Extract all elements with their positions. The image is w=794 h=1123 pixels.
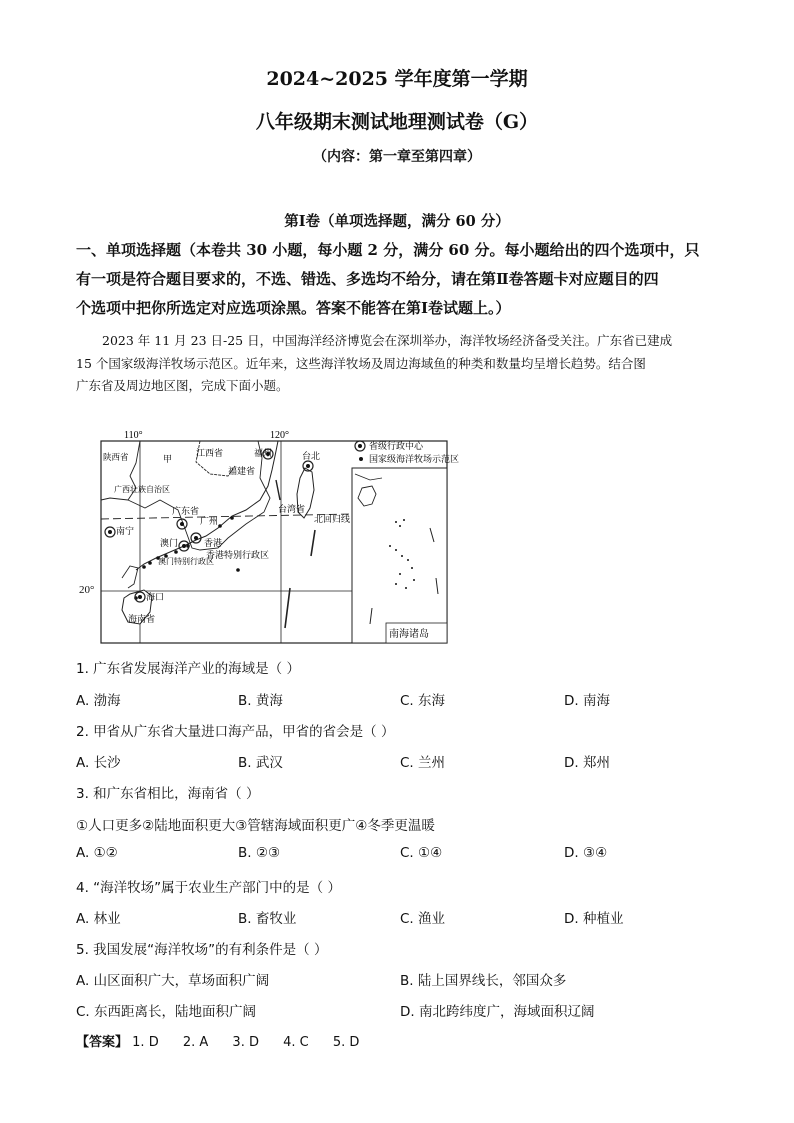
map-label: 海南省 [128, 614, 156, 624]
map-label: 澳门 [160, 538, 179, 548]
lat-20-label: 20° [79, 584, 95, 596]
answer-item: 1. D [132, 1035, 159, 1050]
option-3b: B. ②③ [238, 845, 281, 861]
map-label: 澳门特别行政区 [158, 557, 214, 566]
map-label: 广西壮族自治区 [114, 485, 170, 494]
option-5c: C. 东西距离长，陆地面积广阔 [76, 1004, 257, 1020]
map-label: 福州 [254, 448, 273, 458]
option-4b: B. 畜牧业 [238, 911, 297, 927]
instruction-line: 有一项是符合题目要求的，不选、错选、多选均不给分，请在第Ⅱ卷答题卡对应题目的四 [76, 270, 659, 288]
map-label: 北回归线 [314, 514, 351, 524]
option-2b: B. 武汉 [238, 755, 283, 771]
option-3c: C. ①④ [400, 845, 443, 861]
option-1c: C. 东海 [400, 693, 446, 709]
question-4: 4. “海洋牧场”属于农业生产部门中的是（ ） [76, 880, 341, 896]
option-5d: D. 南北跨纬度广，海域面积辽阔 [400, 1004, 595, 1020]
question-3: 3. 和广东省相比，海南省（ ） [76, 786, 260, 802]
answer-item: 4. C [283, 1035, 309, 1050]
option-3a: A. ①② [76, 845, 118, 861]
exam-title-year: 2024~2025 学年度第一学期 [266, 68, 528, 90]
map-label: 陕西省 [103, 452, 129, 462]
map-label: 海口 [146, 592, 165, 602]
lon-110-label: 110° [124, 430, 143, 441]
map-label: 香港 [204, 538, 223, 548]
instruction-line: 一、单项选择题（本卷共 30 小题，每小题 2 分，满分 60 分。每小题给出的四个选项中，只 [76, 241, 700, 259]
question-3-statements: ①人口更多②陆地面积更大③管辖海域面积更广④冬季更温暖 [76, 818, 435, 834]
answer-key [76, 1031, 379, 1050]
legend-ranch-label: 国家级海洋牧场示范区 [369, 454, 460, 464]
exam-title: 八年级期末测试地理测试卷（G） [255, 111, 539, 133]
option-3d: D. ③④ [564, 845, 608, 861]
option-1d: D. 南海 [564, 693, 610, 709]
map-label: 甲 [163, 454, 173, 464]
section-heading: 第Ⅰ卷（单项选择题，满分 60 分） [284, 213, 510, 230]
option-2c: C. 兰州 [400, 755, 446, 771]
instructions [76, 236, 726, 323]
option-1a: A. 渤海 [76, 693, 121, 709]
answer-item: 2. A [182, 1035, 209, 1050]
exam-scope: （内容：第一章至第四章） [313, 149, 481, 165]
lon-120-label: 120° [270, 430, 289, 441]
passage-line: 2023 年 11 月 23 日-25 日，中国海洋经济博览会在深圳举办，海洋牧场经济备受关注。广东省已建成 [102, 333, 673, 348]
answer-item: 5. D [332, 1035, 360, 1050]
map-label: 广东省 [172, 506, 200, 516]
map-label: 江西省 [196, 448, 224, 458]
reading-passage [76, 330, 726, 398]
map-label: 南宁 [116, 526, 135, 536]
answer-tag: 【答案】 [76, 1035, 129, 1050]
question-2: 2. 甲省从广东省大量进口海产品，甲省的省会是（ ） [76, 724, 395, 740]
guangdong-region-map [100, 428, 460, 646]
option-5a: A. 山区面积广大，草场面积广阔 [76, 973, 270, 989]
option-2d: D. 郑州 [564, 755, 610, 771]
map-label: 台湾省 [278, 504, 306, 514]
question-5: 5. 我国发展“海洋牧场”的有利条件是（ ） [76, 942, 328, 958]
map-label: 台北 [302, 451, 321, 461]
answer-item: 3. D [232, 1035, 259, 1050]
inset-label: 南海诸岛 [389, 629, 429, 640]
option-4d: D. 种植业 [564, 911, 624, 927]
legend-capital-label: 省级行政中心 [369, 441, 424, 451]
option-1b: B. 黄海 [238, 693, 283, 709]
passage-line: 广东省及周边地区图，完成下面小题。 [76, 378, 289, 393]
map-label: 广州 [200, 516, 219, 526]
passage-line: 15 个国家级海洋牧场示范区。近年来，这些海洋牧场及周边海域鱼的种类和数量均呈增长趋势。结合图 [76, 355, 646, 371]
option-4c: C. 渔业 [400, 911, 446, 927]
option-4a: A. 林业 [76, 911, 121, 927]
map-label: 香港特别行政区 [206, 550, 270, 560]
option-5b: B. 陆上国界线长，邻国众多 [400, 973, 567, 989]
option-2a: A. 长沙 [76, 755, 121, 771]
instruction-line: 个选项中把你所选定对应选项涂黑。答案不能答在第Ⅰ卷试题上。） [76, 299, 511, 317]
map-label: 福建省 [228, 466, 256, 476]
question-1: 1. 广东省发展海洋产业的海域是（ ） [76, 661, 300, 677]
